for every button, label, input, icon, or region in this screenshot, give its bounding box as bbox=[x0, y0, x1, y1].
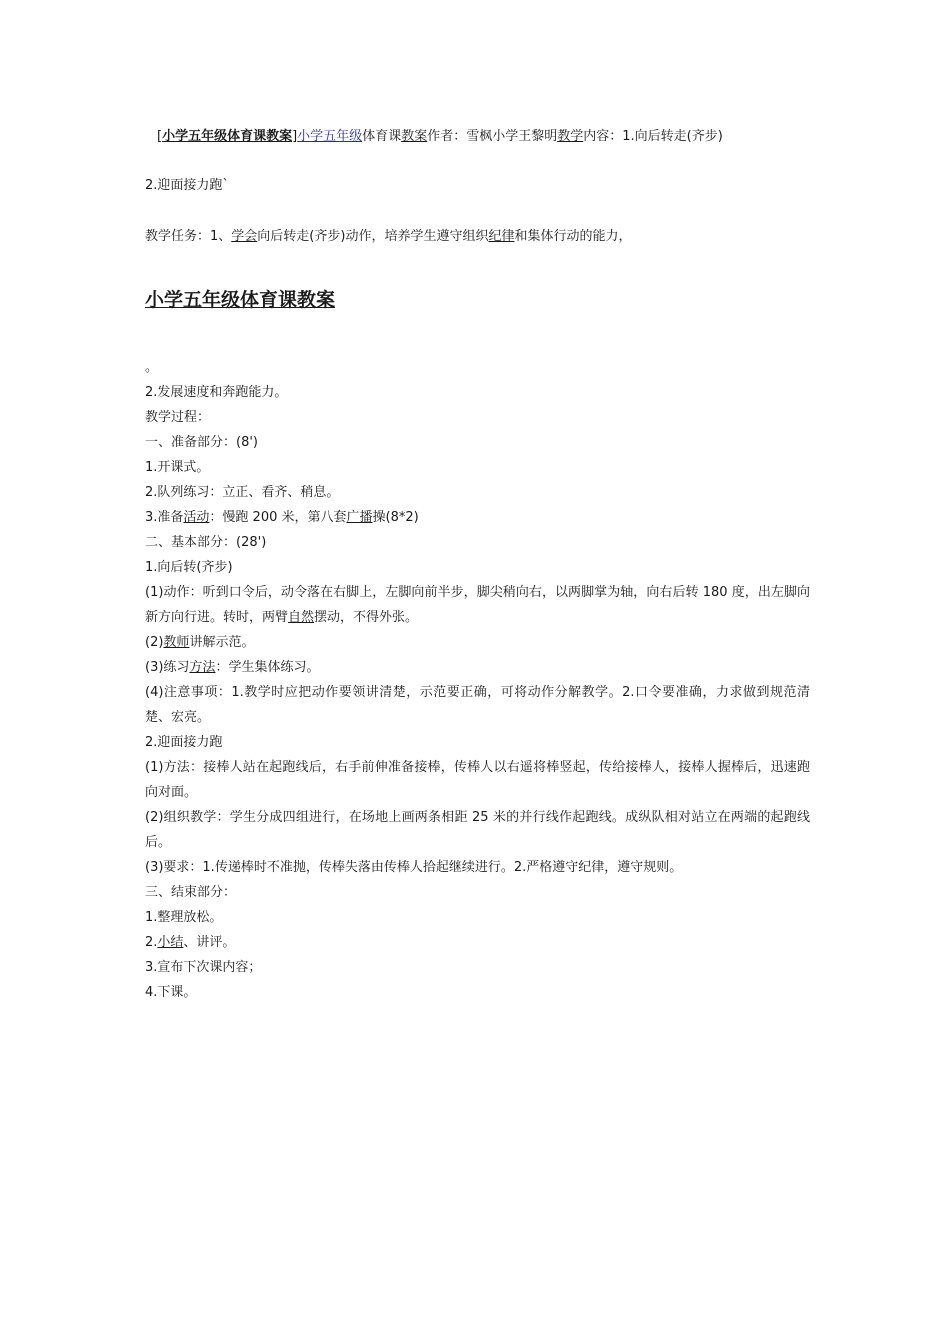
section-heading: 三、结束部分： bbox=[145, 885, 237, 900]
text: (3)练习 bbox=[145, 660, 190, 675]
body-line: 1.开课式。 bbox=[145, 460, 210, 475]
text: 摆动，不得外张。 bbox=[314, 610, 419, 625]
body-line: 2.队列练习：立正、看齐、稍息。 bbox=[145, 485, 340, 500]
content-text: 内容：1.向后转走(齐步) bbox=[583, 129, 723, 144]
body-line: 。 bbox=[145, 360, 159, 375]
learn-link[interactable]: 学会 bbox=[231, 229, 258, 244]
text: ：慢跑 200 米，第八套 bbox=[209, 510, 347, 525]
activity-link[interactable]: 活动 bbox=[183, 510, 210, 525]
body-line: 1.向后转(齐步) bbox=[145, 560, 233, 575]
body-paragraph bbox=[145, 580, 810, 630]
author-text: 作者：雪枫小学王黎明 bbox=[427, 129, 558, 144]
body-line: 2.迎面接力跑 bbox=[145, 735, 223, 750]
body-paragraph: (4)注意事项：1.教学时应把动作要领讲清楚，示范要正确，可将动作分解教学。2.口令要准确，力求做到规范清楚、宏亮。 bbox=[145, 685, 810, 725]
task-text-e: 和集体行动的能力， bbox=[514, 229, 632, 244]
body-paragraph: (2)组织教学：学生分成四组进行，在场地上画两条相距 25 米的并行线作起跑线。成纵队相对站立在两端的起跑线后。 bbox=[145, 810, 810, 850]
text: 3.准备 bbox=[145, 510, 184, 525]
header-text-1: 体育课 bbox=[362, 129, 402, 144]
bracket-open: [ bbox=[157, 129, 163, 144]
text: (1)动作：听到口令后，动令落在右脚上，左脚向前半步，脚尖稍向右，以两脚掌为轴，向右后转 180 度，出左脚向新方向行进。转时，两臂 bbox=[145, 585, 810, 625]
task-text-a: 教学任务：1、 bbox=[145, 229, 232, 244]
bracket-close: ] bbox=[292, 129, 298, 144]
method-link[interactable]: 方法 bbox=[189, 660, 216, 675]
body-line bbox=[145, 630, 810, 655]
body-line: 2.发展速度和奔跑能力。 bbox=[145, 385, 288, 400]
page-title[interactable]: 小学五年级体育课教案 bbox=[145, 289, 336, 311]
body-line: (3)要求：1.传递棒时不准抛，传棒失落由传棒人拾起继续进行。2.严格遵守纪律，遵守规则。 bbox=[145, 860, 683, 875]
body-line: 1.整理放松。 bbox=[145, 910, 223, 925]
lesson-body bbox=[145, 355, 810, 1005]
teaching-link[interactable]: 教学 bbox=[557, 129, 584, 144]
lesson-plan-link[interactable]: 教案 bbox=[401, 129, 428, 144]
natural-link[interactable]: 自然 bbox=[288, 610, 315, 625]
section-heading: 一、准备部分：(8') bbox=[145, 435, 258, 450]
header-line bbox=[157, 124, 723, 149]
summary-link[interactable]: 小结 bbox=[157, 935, 184, 950]
text: (2) bbox=[145, 635, 164, 650]
teacher-link[interactable]: 教师 bbox=[163, 635, 190, 650]
body-line: 教学过程： bbox=[145, 410, 211, 425]
body-paragraph: (1)方法：接棒人站在起跑线后，右手前伸准备接棒，传棒人以右遥将棒竖起，传给接棒人，接棒人握棒后，迅速跑向对面。 bbox=[145, 760, 810, 800]
body-line bbox=[145, 655, 810, 680]
grade-link[interactable]: 小学五年级 bbox=[297, 129, 363, 144]
section-heading: 二、基本部分：(28') bbox=[145, 535, 267, 550]
text: 讲解示范。 bbox=[189, 635, 255, 650]
task-text-c: 向后转走(齐步)动作，培养学生遵守组织 bbox=[257, 229, 489, 244]
line-2: 2.迎面接力跑` bbox=[145, 178, 229, 193]
body-line bbox=[145, 505, 810, 530]
task-line bbox=[145, 224, 631, 249]
body-line: 4.下课。 bbox=[145, 985, 197, 1000]
text: 、讲评。 bbox=[183, 935, 236, 950]
text: ：学生集体练习。 bbox=[215, 660, 320, 675]
discipline-link[interactable]: 纪律 bbox=[488, 229, 515, 244]
body-line: 3.宣布下次课内容； bbox=[145, 960, 262, 975]
broadcast-link[interactable]: 广播 bbox=[346, 510, 373, 525]
text: 操(8*2) bbox=[372, 510, 419, 525]
body-line bbox=[145, 930, 810, 955]
header-title-link[interactable]: 小学五年级体育课教案 bbox=[162, 129, 293, 144]
text: 2. bbox=[145, 935, 158, 950]
